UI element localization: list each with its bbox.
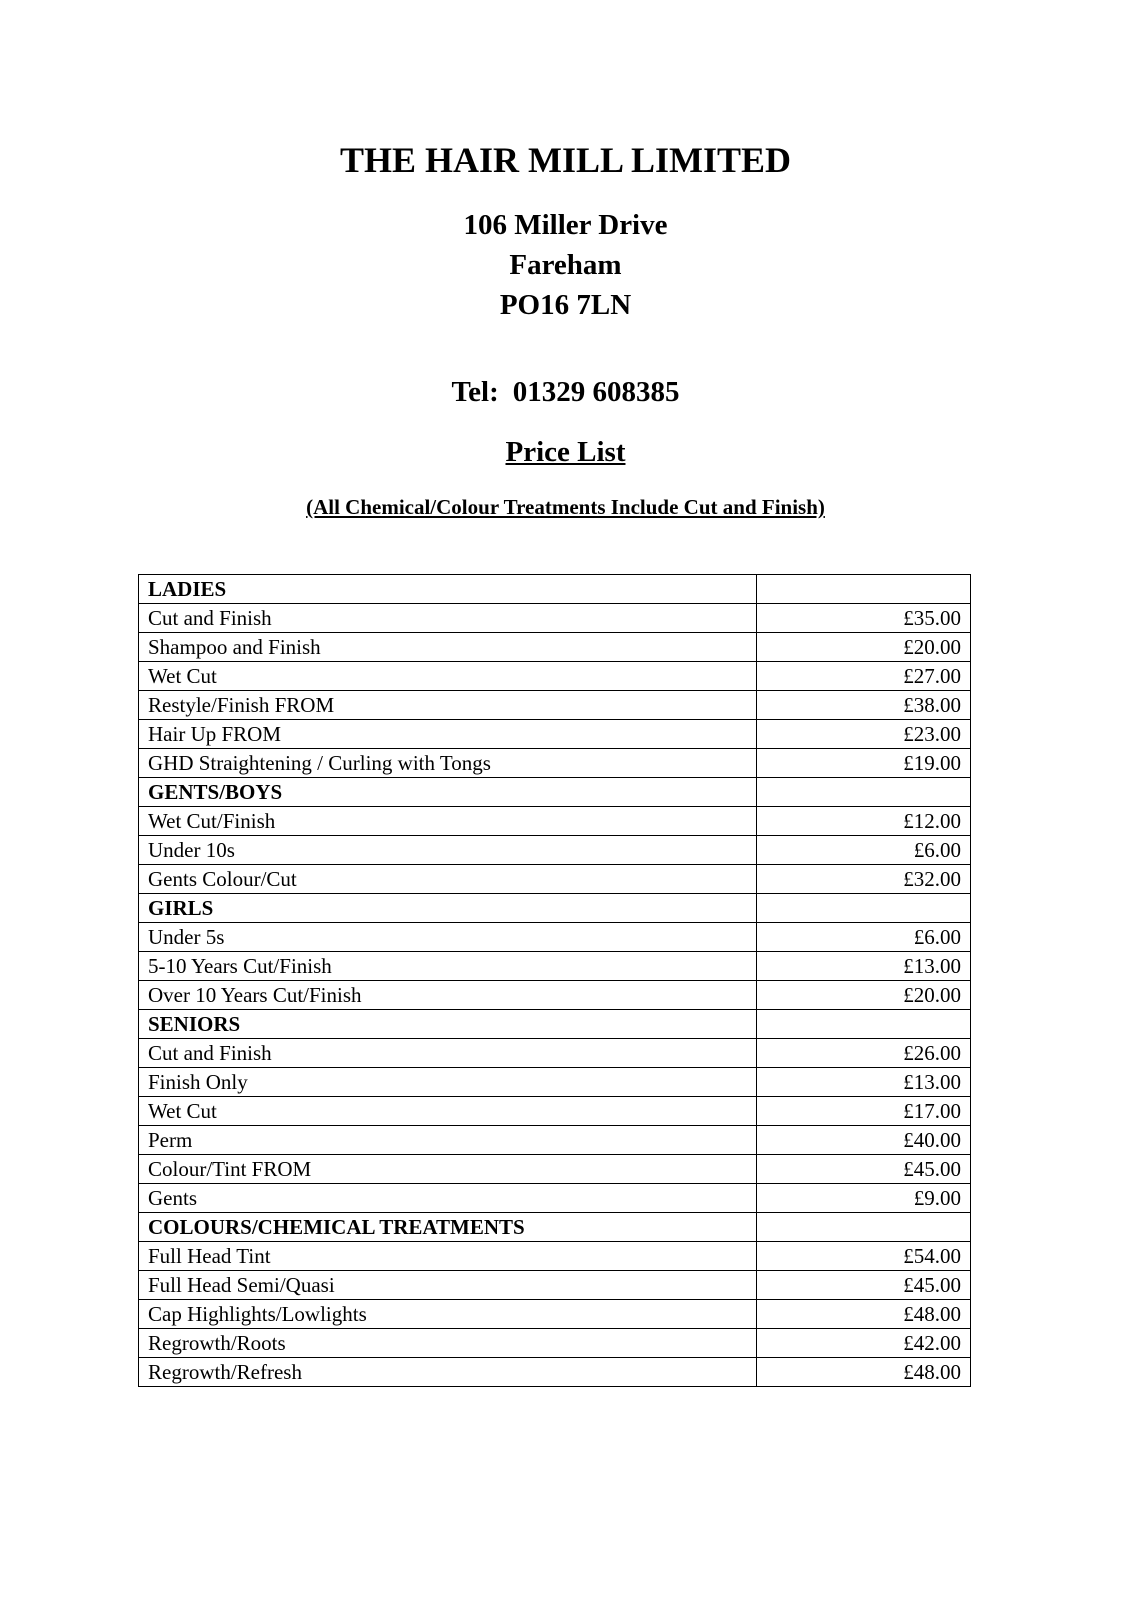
price-row — [139, 1039, 971, 1068]
address-postcode: PO16 7LN — [499, 289, 632, 321]
service-label: Cap Highlights/Lowlights — [139, 1300, 757, 1329]
section-price-blank — [757, 1010, 971, 1039]
price-row — [139, 720, 971, 749]
price-row — [139, 633, 971, 662]
section-title: COLOURS/CHEMICAL TREATMENTS — [139, 1213, 757, 1242]
address-town: Fareham — [509, 249, 622, 281]
price-row — [139, 1242, 971, 1271]
price-row — [139, 836, 971, 865]
telephone-number: 01329 608385 — [512, 376, 680, 408]
service-price: £40.00 — [757, 1126, 971, 1155]
service-label: Gents Colour/Cut — [139, 865, 757, 894]
price-row — [139, 1184, 971, 1213]
service-label: Full Head Tint — [139, 1242, 757, 1271]
service-label: Perm — [139, 1126, 757, 1155]
section-header-row — [139, 575, 971, 604]
service-price: £54.00 — [757, 1242, 971, 1271]
service-price: £48.00 — [757, 1358, 971, 1387]
service-price: £38.00 — [757, 691, 971, 720]
telephone — [0, 372, 1131, 412]
service-price: £13.00 — [757, 952, 971, 981]
price-row — [139, 604, 971, 633]
service-price: £45.00 — [757, 1271, 971, 1300]
service-label: Over 10 Years Cut/Finish — [139, 981, 757, 1010]
service-price: £6.00 — [757, 836, 971, 865]
section-header-row — [139, 778, 971, 807]
service-price: £45.00 — [757, 1155, 971, 1184]
service-price: £9.00 — [757, 1184, 971, 1213]
price-row — [139, 1097, 971, 1126]
service-price: £20.00 — [757, 633, 971, 662]
service-price: £42.00 — [757, 1329, 971, 1358]
price-table — [138, 574, 971, 1387]
price-row — [139, 1271, 971, 1300]
service-label: Colour/Tint FROM — [139, 1155, 757, 1184]
price-row — [139, 923, 971, 952]
section-header-row — [139, 894, 971, 923]
section-price-blank — [757, 894, 971, 923]
service-label: Regrowth/Roots — [139, 1329, 757, 1358]
price-row — [139, 1155, 971, 1184]
service-label: 5-10 Years Cut/Finish — [139, 952, 757, 981]
price-row — [139, 981, 971, 1010]
service-price: £32.00 — [757, 865, 971, 894]
price-row — [139, 807, 971, 836]
service-label: Cut and Finish — [139, 1039, 757, 1068]
service-label: Under 10s — [139, 836, 757, 865]
service-label: Restyle/Finish FROM — [139, 691, 757, 720]
telephone-label: Tel: — [451, 376, 499, 408]
address-street: 106 Miller Drive — [463, 209, 668, 241]
service-label: Cut and Finish — [139, 604, 757, 633]
section-price-blank — [757, 778, 971, 807]
service-price: £6.00 — [757, 923, 971, 952]
service-price: £12.00 — [757, 807, 971, 836]
section-header-row — [139, 1213, 971, 1242]
price-row — [139, 662, 971, 691]
section-price-blank — [757, 1213, 971, 1242]
service-price: £17.00 — [757, 1097, 971, 1126]
service-label: Full Head Semi/Quasi — [139, 1271, 757, 1300]
section-title: GENTS/BOYS — [139, 778, 757, 807]
service-price: £35.00 — [757, 604, 971, 633]
service-price: £13.00 — [757, 1068, 971, 1097]
service-label: Wet Cut — [139, 1097, 757, 1126]
price-row — [139, 749, 971, 778]
price-row — [139, 1126, 971, 1155]
section-price-blank — [757, 575, 971, 604]
service-label: Finish Only — [139, 1068, 757, 1097]
service-label: Shampoo and Finish — [139, 633, 757, 662]
service-price: £26.00 — [757, 1039, 971, 1068]
service-price: £20.00 — [757, 981, 971, 1010]
service-label: GHD Straightening / Curling with Tongs — [139, 749, 757, 778]
service-label: Regrowth/Refresh — [139, 1358, 757, 1387]
business-address — [0, 205, 1131, 325]
service-label: Wet Cut — [139, 662, 757, 691]
service-price: £48.00 — [757, 1300, 971, 1329]
service-label: Under 5s — [139, 923, 757, 952]
price-row — [139, 691, 971, 720]
service-label: Wet Cut/Finish — [139, 807, 757, 836]
price-row — [139, 1068, 971, 1097]
section-title: LADIES — [139, 575, 757, 604]
business-name: THE HAIR MILL LIMITED — [339, 140, 792, 180]
price-table-body — [139, 575, 971, 1387]
service-price: £27.00 — [757, 662, 971, 691]
price-row — [139, 1300, 971, 1329]
price-row — [139, 865, 971, 894]
price-row — [139, 1358, 971, 1387]
section-title: GIRLS — [139, 894, 757, 923]
service-price: £23.00 — [757, 720, 971, 749]
price-row — [139, 1329, 971, 1358]
treatment-note: (All Chemical/Colour Treatments Include Cut and Finish) — [306, 495, 825, 519]
section-header-row — [139, 1010, 971, 1039]
price-row — [139, 952, 971, 981]
section-title: SENIORS — [139, 1010, 757, 1039]
service-label: Gents — [139, 1184, 757, 1213]
service-price: £19.00 — [757, 749, 971, 778]
service-label: Hair Up FROM — [139, 720, 757, 749]
price-list-heading: Price List — [505, 436, 626, 468]
